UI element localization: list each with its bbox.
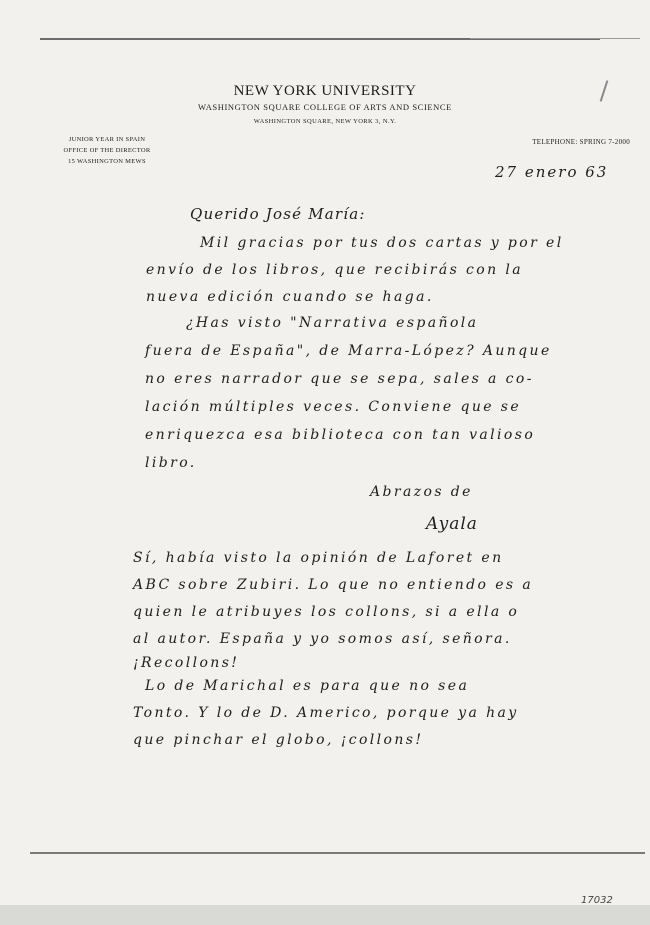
page-top-rule-shadow (470, 38, 640, 39)
letterhead-office (22, 134, 192, 167)
body-line: no eres narrador que se sepa, sales a co- (145, 371, 534, 387)
letterhead-university: NEW YORK UNIVERSITY (233, 83, 417, 99)
body-line: libro. (145, 455, 197, 471)
postscript-line: quien le atribuyes los collons, si a ella o (133, 604, 520, 620)
body-line: Mil gracias por tus dos cartas y por el (200, 235, 564, 251)
letter-date: 27 enero 63 (495, 163, 609, 181)
office-line: 15 WASHINGTON MEWS (68, 158, 146, 165)
postscript-line: Tonto. Y lo de D. Americo, porque ya hay (133, 705, 519, 721)
body-line: lación múltiples veces. Conviene que se (145, 399, 522, 415)
postscript-line: ABC sobre Zubiri. Lo que no entiendo es a (133, 577, 534, 593)
letterhead-telephone: TELEPHONE: SPRING 7-2000 (532, 138, 630, 146)
letterhead-address: WASHINGTON SQUARE, NEW YORK 3, N.Y. (253, 118, 397, 125)
signature: Ayala (426, 514, 478, 534)
letterhead-college: WASHINGTON SQUARE COLLEGE OF ARTS AND SCIENCE (198, 102, 452, 112)
closing: Abrazos de (370, 484, 473, 500)
page-bottom-rule (30, 852, 645, 854)
office-line: OFFICE OF THE DIRECTOR (63, 147, 151, 154)
salutation: Querido José María: (190, 205, 366, 223)
postscript-line: Lo de Marichal es para que no sea (145, 678, 470, 694)
archive-number: 17032 (581, 895, 613, 906)
postscript-line: que pinchar el globo, ¡collons! (133, 732, 424, 748)
body-line: fuera de España", de Marra-López? Aunque (145, 343, 552, 359)
postscript-line: al autor. España y yo somos así, señora. (133, 631, 512, 647)
scan-bottom-band (0, 905, 650, 925)
office-line: JUNIOR YEAR IN SPAIN (68, 136, 146, 143)
body-line: enriquezca esa biblioteca con tan valioso (145, 427, 536, 443)
body-line: envío de los libros, que recibirás con la (146, 262, 524, 278)
body-line: ¿Has visto "Narrativa española (186, 315, 479, 331)
postscript-line: Sí, había visto la opinión de Laforet en (133, 550, 504, 566)
body-line: nueva edición cuando se haga. (146, 289, 434, 305)
postscript-line: ¡Recollons! (133, 655, 240, 671)
